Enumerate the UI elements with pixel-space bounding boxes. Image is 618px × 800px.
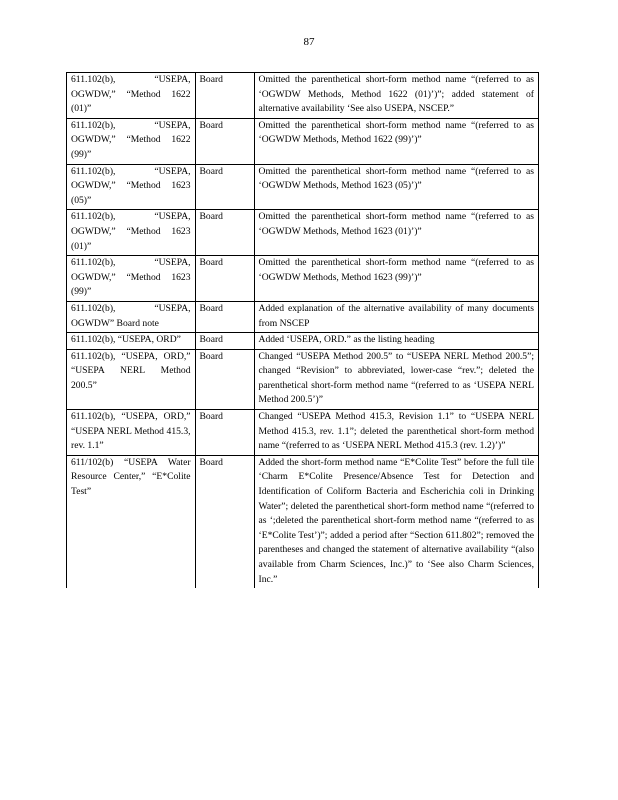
- table-row: [67, 73, 539, 119]
- table-row: [67, 210, 539, 256]
- source-cell: Board: [195, 210, 254, 256]
- section-cell: 611/102(b) “USEPA Water Resource Center,” “E*Colite Test”: [67, 455, 196, 588]
- source-cell: Board: [195, 333, 254, 350]
- source-cell: Board: [195, 349, 254, 409]
- revision-cell: Omitted the parenthetical short-form method name “(referred to as ‘OGWDW Methods, Method 1623 (99)’)”: [254, 256, 538, 302]
- revision-cell: Added the short-form method name “E*Colite Test” before the full tile ‘Charm E*Colite Presence/Absence Test for Detection and Identification of Coliform Bacteria and Escherichia coli in Drinking Water”; deleted the parenthetical short-form method name “(referred to as ‘;deleted the parenthetical short-form method name “(referred to as ‘E*Colite Test’)”; added a period after “Section 611.802”; removed the parentheses and changed the statement of alternative availability “(also available from Charm Sciences, Inc.)” to ‘See also Charm Sciences, Inc.”: [254, 455, 538, 588]
- section-cell: 611.102(b), “USEPA, OGWDW,” “Method 1623 (05)”: [67, 164, 196, 210]
- revision-cell: Changed “USEPA Method 200.5” to “USEPA NERL Method 200.5”; changed “Revision” to abbreviated, lower-case “rev.”; deleted the parenthetical short-form method name “(referred to as ‘USEPA NERL Method 200.5’)”: [254, 349, 538, 409]
- section-cell: 611.102(b), “USEPA, OGWDW,” “Method 1623 (99)”: [67, 256, 196, 302]
- table-row: [67, 410, 539, 456]
- section-cell: 611.102(b), “USEPA, OGWDW,” “Method 1623 (01)”: [67, 210, 196, 256]
- revision-cell: Changed “USEPA Method 415.3, Revision 1.1” to “USEPA NERL Method 415.3, rev. 1.1”; deleted the parenthetical short-form method name “(referred to as ‘USEPA NERL Method 415.3 (rev. 1.2)’)”: [254, 410, 538, 456]
- source-cell: Board: [195, 455, 254, 588]
- revision-cell: Omitted the parenthetical short-form method name “(referred to as ‘OGWDW Methods, Method 1623 (01)’)”: [254, 210, 538, 256]
- section-cell: 611.102(b), “USEPA, ORD,” “USEPA NERL Method 200.5”: [67, 349, 196, 409]
- source-cell: Board: [195, 301, 254, 332]
- source-cell: Board: [195, 118, 254, 164]
- table-row: [67, 333, 539, 350]
- revision-cell: Omitted the parenthetical short-form method name “(referred to as ‘OGWDW Methods, Method 1623 (05)’)”: [254, 164, 538, 210]
- table-body: [67, 73, 539, 589]
- section-cell: 611.102(b), “USEPA, OGWDW,” “Method 1622 (99)”: [67, 118, 196, 164]
- source-cell: Board: [195, 256, 254, 302]
- source-cell: Board: [195, 164, 254, 210]
- amendments-table: [66, 72, 539, 588]
- section-cell: 611.102(b), “USEPA, ORD”: [67, 333, 196, 350]
- section-cell: 611.102(b), “USEPA, OGWDW” Board note: [67, 301, 196, 332]
- table-row: [67, 455, 539, 588]
- section-cell: 611.102(b), “USEPA, OGWDW,” “Method 1622 (01)”: [67, 73, 196, 119]
- revision-cell: Omitted the parenthetical short-form method name “(referred to as ‘OGWDW Methods, Method 1622 (99)’)”: [254, 118, 538, 164]
- revision-cell: Added ‘USEPA, ORD.” as the listing heading: [254, 333, 538, 350]
- table-row: [67, 164, 539, 210]
- table-row: [67, 118, 539, 164]
- source-cell: Board: [195, 410, 254, 456]
- section-cell: 611.102(b), “USEPA, ORD,” “USEPA NERL Method 415.3, rev. 1.1”: [67, 410, 196, 456]
- table-row: [67, 256, 539, 302]
- page-number: 87: [303, 36, 315, 48]
- revision-cell: Omitted the parenthetical short-form method name “(referred to as ‘OGWDW Methods, Method 1622 (01)’)”; added statement of alternative availability ‘See also USEPA, NSCEP.”: [254, 73, 538, 119]
- table-row: [67, 301, 539, 332]
- revision-cell: Added explanation of the alternative availability of many documents from NSCEP: [254, 301, 538, 332]
- source-cell: Board: [195, 73, 254, 119]
- table-row: [67, 349, 539, 409]
